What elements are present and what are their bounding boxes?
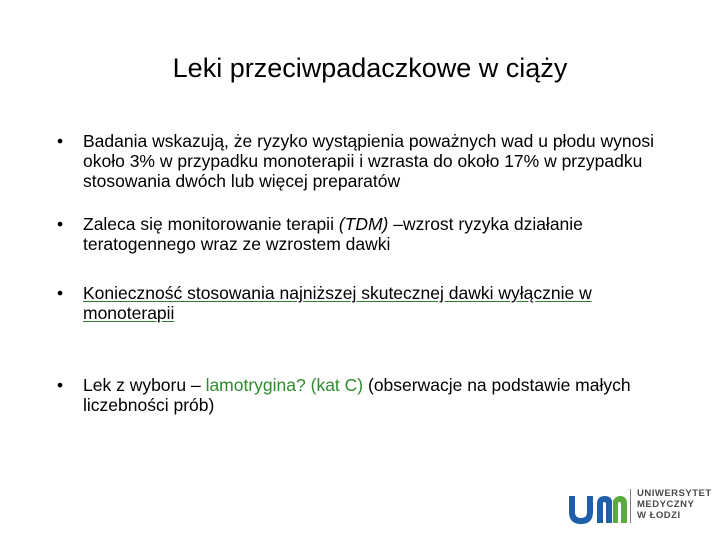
university-logo xyxy=(567,488,717,528)
logo-line-3: W ŁODZI xyxy=(637,510,681,521)
um-logo-mark xyxy=(567,490,629,526)
tdm-abbreviation: (TDM) xyxy=(338,214,389,234)
bullet-text-part: Lek z wyboru – xyxy=(83,375,206,395)
bullet-text-underlined: Konieczność stosowania najniższej skutecznej dawki wyłącznie w monoterapii xyxy=(83,283,592,323)
logo-letter-u xyxy=(569,496,593,524)
logo-wordmark xyxy=(637,488,712,521)
bullet-item-2 xyxy=(57,214,687,254)
logo-line-2: MEDYCZNY xyxy=(637,499,695,510)
bullet-item-4 xyxy=(57,375,687,415)
bullet-text: Badania wskazują, że ryzyko wystąpienia poważnych wad u płodu wynosi około 3% w przypadku monoterapii i wzrasta do około 17% w przypadku stosowania dwóch lub więcej preparatów xyxy=(83,131,654,191)
bullet-dot: • xyxy=(57,131,64,151)
bullet-dot: • xyxy=(57,283,64,303)
bullet-text-part: –wzrost ryzyka działanie teratogennego wraz ze wzrostem dawki xyxy=(83,214,583,254)
slide-title: Leki przeciwpadaczkowe w ciąży xyxy=(172,53,568,83)
bullet-item-1 xyxy=(57,131,687,191)
drug-highlight: lamotrygina? (kat C) xyxy=(205,375,364,395)
bullet-text-part: Zaleca się monitorowanie terapii xyxy=(83,214,339,234)
bullet-dot: • xyxy=(57,375,64,395)
logo-line-1: UNIWERSYTET xyxy=(637,488,712,499)
logo-letter-m-blue xyxy=(597,496,612,523)
bullet-dot: • xyxy=(57,214,64,234)
bullet-text xyxy=(83,375,687,415)
bullet-item-3 xyxy=(57,283,687,323)
bullet-text-part: (obserwacje na podstawie małych liczebności prób) xyxy=(83,375,631,415)
logo-letter-m-green xyxy=(613,496,627,523)
logo-divider xyxy=(630,489,631,523)
bullet-text xyxy=(83,214,687,254)
